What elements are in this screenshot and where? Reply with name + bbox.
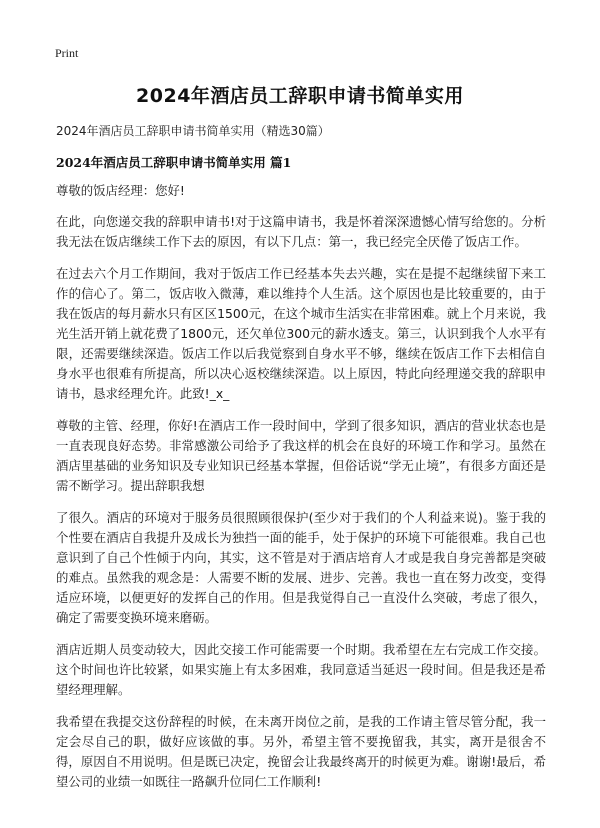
document-subtitle: 2024年酒店员工辞职申请书简单实用（精选30篇） <box>56 124 330 138</box>
paragraph-closing: 我希望在我提交这份辞程的时候，在未离开岗位之前，是我的工作请主管尽管分配，我一定会尽自己的职，做好应该做的事。另外，希望主管不要挽留我，其实，离开是很舍不得，原因自不用说明。但是既已决定，挽留会让我最终离开的时候更为难。谢谢!最后，希望公司的业绩一如既往一路飙升位同仁工作顺利! <box>56 714 546 789</box>
print-label: Print <box>55 46 79 60</box>
paragraph-greeting: 尊敬的饭店经理：您好! <box>56 183 185 198</box>
paragraph-intro: 在此，向您递交我的辞职申请书!对于这篇申请书，我是怀着深深遗憾心情写给您的。分析我无法在饭店继续工作下去的原因，有以下几点：第一，我已经完全厌倦了饭店工作。 <box>56 214 546 249</box>
paragraph-letter-two-start: 尊敬的主管、经理，你好!在酒店工作一段时间中，学到了很多知识，酒店的营业状态也是一直表现良好态势。非常感激公司给予了我这样的机会在良好的环境工作和学习。虽然在酒店里基础的业务知识及专业知识已经基本掌握，但俗话说“学无止境”，有很多方面还是需不断学习。提出辞职我想 <box>56 418 546 493</box>
document-body <box>56 181 546 804</box>
paragraph-letter-two-continued: 了很久。酒店的环境对于服务员很照顾很保护(至少对于我们的个人利益来说)。鉴于我的个性要在酒店自我提升及成长为独挡一面的能手，处于保护的环境下可能很难。我自己也意识到了自己个性倾于内向，其实，这不管是对于酒店培育人才或是我自身完善都是突破的难点。虽然我的观念是：人需要不断的发展、进步、完善。我也一直在努力改变，变得适应环境，以便更好的发挥自己的作用。但是我觉得自己一直没什么突破，考虑了很久，确定了需要变换环境来磨砺。 <box>56 510 546 625</box>
paragraph-reasons: 在过去六个月工作期间，我对于饭店工作已经基本失去兴趣，实在是提不起继续留下来工作的信心了。第二，饭店收入微薄，难以维持个人生活。这个原因也是比较重要的，由于我在饭店的每月薪水只有区区1500元，在这个城市生活实在非常困难。就上个月来说，我光生活开销上就花费了1800元，还欠单位300元的薪水透支。第三，认识到我个人水平有限，还需要继续深造。饭店工作以后我觉察到自身水平不够，继续在饭店工作下去相信自身水平也很难有所提高，所以决心返校继续深造。以上原因，特此向经理递交我的辞职申请书，恳求经理允许。此致!_x_ <box>56 266 546 401</box>
document-title: 2024年酒店员工辞职申请书简单实用 <box>136 85 464 107</box>
section-heading: 2024年酒店员工辞职申请书简单实用 篇1 <box>56 155 292 170</box>
paragraph-handover: 酒店近期人员变动较大，因此交接工作可能需要一个时期。我希望在左右完成工作交接。这个时间也许比较紧，如果实施上有太多困难，我同意适当延迟一段时间。但是我还是希望经理理解。 <box>56 642 546 697</box>
